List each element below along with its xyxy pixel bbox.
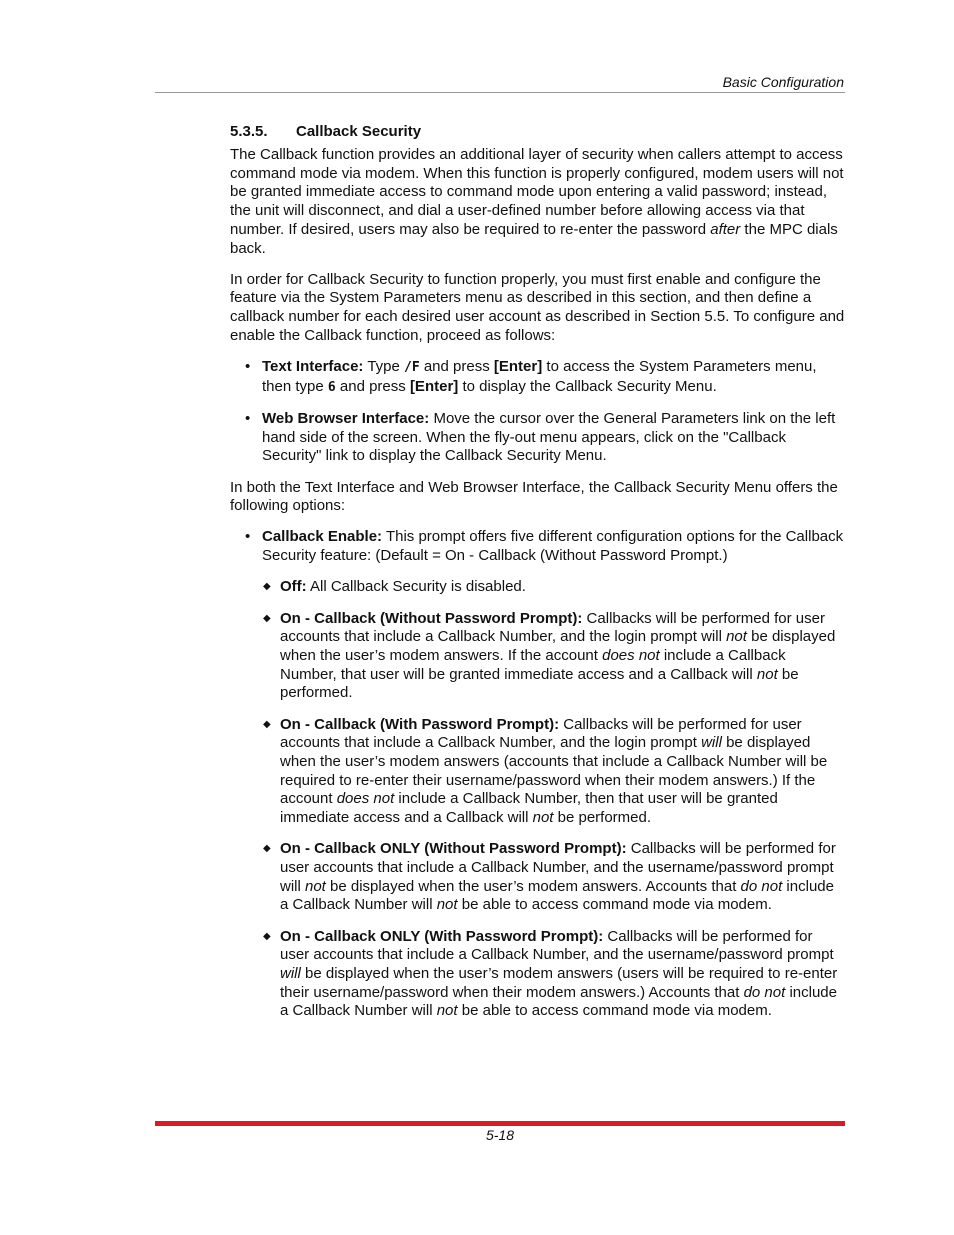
intro-text: The Callback function provides an additional layer of security when callers attempt to access command mode via modem. When this function is properly configured, modem users will not be granted immediate access to command mode upon entering a valid password; instead, the unit will disconnect, and dial a user-defined number before allowing access via that number. If desired, users may also be required to re-enter the password (230, 146, 844, 238)
option-text: be displayed when the user’s modem answers. Accounts that (325, 877, 741, 895)
option-emphasis: not (532, 809, 554, 827)
option-text: Callbacks will be performed for user accounts that include a Callback Number, and the login prompt will (280, 609, 825, 646)
option-emphasis: not (305, 877, 326, 895)
option-off (263, 578, 845, 597)
option-emphasis: does not (336, 790, 395, 808)
diamond-bullet-icon: ◆ (263, 843, 271, 855)
option-text: Callbacks will be performed for user accounts that include a Callback Number, and the login prompt (280, 715, 802, 752)
options-intro-paragraph: In both the Text Interface and Web Browser Interface, the Callback Security Menu offers the following options: (230, 478, 838, 515)
option-text: be displayed when the user’s modem answers (accounts that include a Callback Number will be required to re-enter their username/password when their modem answers.) If the account (280, 734, 828, 808)
option-text: be able to access command mode via modem. (457, 1002, 772, 1020)
option-only-with-password (263, 927, 845, 1022)
key-label: [Enter] (409, 377, 459, 395)
item-text: to access the System Parameters menu, then type (262, 358, 817, 395)
option-label: On - Callback ONLY (With Password Prompt): (280, 927, 604, 945)
option-emphasis: will (701, 734, 722, 752)
list-item-web-interface (230, 410, 845, 466)
item-text: Move the cursor over the General Parameters link on the left hand side of the screen. When the fly-out menu appears, click on the "Callback Security" link to display the Callback Security Menu. (262, 409, 836, 465)
page-number: 5-18 (485, 1127, 515, 1143)
command-code: 6 (327, 379, 336, 395)
option-emphasis: not (726, 628, 747, 646)
option-emphasis: not (436, 896, 458, 914)
list-item-callback-enable (230, 528, 845, 565)
item-label: Web Browser Interface: (262, 409, 430, 427)
option-only-without-password (263, 840, 845, 915)
item-label: Text Interface: (262, 358, 364, 376)
diamond-bullet-icon: ◆ (263, 718, 271, 730)
option-emphasis: not (436, 1002, 458, 1020)
section-number: 5.3.5. (230, 123, 268, 140)
diamond-bullet-icon: ◆ (263, 581, 271, 593)
option-label: Off: (280, 578, 307, 596)
option-emphasis: not (756, 665, 778, 683)
section-heading (230, 123, 421, 140)
header-divider (155, 92, 845, 93)
item-text: to display the Callback Security Menu. (458, 377, 717, 395)
running-header: Basic Configuration (722, 74, 844, 90)
option-text: All Callback Security is disabled. (306, 578, 526, 596)
page-body (230, 146, 845, 1034)
option-label: On - Callback ONLY (Without Password Prompt): (280, 840, 627, 858)
option-text: be displayed when the user’s modem answers. If the account (280, 628, 836, 664)
item-text: This prompt offers five different configuration options for the Callback Security feature: (Default = On - Callback (Without Password Prompt.) (262, 528, 844, 565)
option-emphasis: do not (740, 877, 783, 895)
option-text: Callbacks will be performed for user accounts that include a Callback Number, and the username/password prompt (280, 927, 834, 964)
list-item-text-interface (230, 358, 845, 397)
item-text: and press (419, 358, 494, 376)
callback-option-list (230, 578, 845, 1021)
option-text: Callbacks will be performed for user accounts that include a Callback Number, and the username/password prompt will (280, 840, 836, 895)
option-text: include a Callback Number will (280, 983, 837, 1020)
option-with-password (263, 715, 845, 828)
item-text: and press (335, 377, 410, 395)
option-label: On - Callback (With Password Prompt): (280, 715, 560, 733)
intro-paragraph-2: In order for Callback Security to function properly, you must first enable and configure the feature via the System Parameters menu as described in this section, and then define a callback number for each desired user account as described in Section 5.5. To configure and enable the Callback function, proceed as follows: (230, 270, 845, 344)
option-text: include a Callback Number, then that user will be granted immediate access and a Callback will (280, 790, 778, 827)
option-text: be performed. (280, 665, 799, 702)
footer-divider (155, 1121, 845, 1126)
option-label: On - Callback (Without Password Prompt): (280, 609, 583, 627)
option-text: be able to access command mode via modem. (457, 896, 772, 914)
section-title: Callback Security (296, 123, 422, 140)
diamond-bullet-icon: ◆ (263, 612, 271, 624)
option-emphasis: does not (602, 646, 660, 664)
option-without-password (263, 609, 845, 704)
item-text: Type (363, 358, 405, 376)
option-text: include a Callback Number will (280, 877, 834, 914)
intro-paragraph-1 (230, 146, 845, 258)
option-emphasis: will (280, 965, 301, 983)
intro-text-end: the MPC dials back. (230, 220, 838, 257)
command-code: /F (404, 360, 420, 376)
intro-emphasis: after (710, 220, 741, 238)
key-label: [Enter] (493, 358, 543, 376)
options-list (230, 528, 845, 565)
option-text: be performed. (553, 809, 652, 827)
access-method-list (230, 358, 845, 466)
diamond-bullet-icon: ◆ (263, 930, 271, 942)
option-text: include a Callback Number, that user will be granted immediate access and a Callback will (280, 646, 786, 683)
option-text: be displayed when the user’s modem answers (users will be required to re-enter their username/password when their modem answers.) Accounts that (280, 965, 838, 1001)
item-label: Callback Enable: (262, 528, 383, 546)
option-emphasis: do not (743, 983, 786, 1001)
